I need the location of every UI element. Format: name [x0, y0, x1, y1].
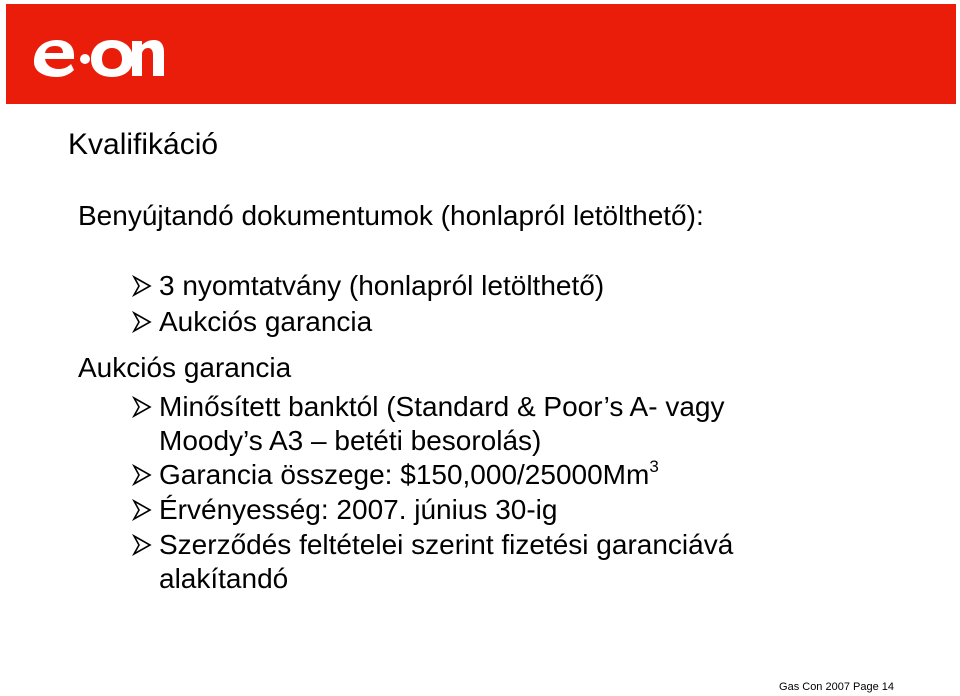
arrowhead-bullet-icon	[132, 275, 152, 297]
bullet-text: Érvényesség: 2007. június 30-ig	[159, 494, 558, 525]
bullet-continuation: Moody’s A3 – betéti besorolás)	[159, 425, 542, 456]
bullet-text: Aukciós garancia	[159, 306, 373, 337]
arrowhead-bullet-icon	[132, 534, 152, 556]
header-band	[6, 4, 956, 104]
section2-heading: Aukciós garancia	[78, 352, 292, 383]
arrowhead-bullet-icon	[132, 464, 152, 486]
section1-heading: Benyújtandó dokumentumok (honlapról letölthető):	[78, 200, 704, 231]
eon-logo-graphic	[28, 26, 168, 86]
bullet-text: Szerződés feltételei szerint fizetési garanciává	[159, 529, 734, 560]
eon-logo	[28, 26, 168, 86]
arrowhead-bullet-icon	[132, 499, 152, 521]
slide-footer: Gas Con 2007 Page 14	[779, 681, 894, 693]
bullet-text	[159, 458, 659, 492]
bullet-text: 3 nyomtatvány (honlapról letölthető)	[159, 270, 605, 301]
arrowhead-bullet-icon	[132, 396, 152, 418]
bullet-text: Minősített banktól (Standard & Poor’s A- vagy	[159, 391, 725, 422]
page-title: Kvalifikáció	[68, 128, 219, 161]
guarantee-amount: Garancia összege: $150,000/25000Mm	[159, 459, 650, 490]
arrowhead-bullet-icon	[132, 311, 152, 333]
bullet-continuation: alakítandó	[159, 563, 289, 594]
superscript-unit: 3	[649, 457, 659, 476]
